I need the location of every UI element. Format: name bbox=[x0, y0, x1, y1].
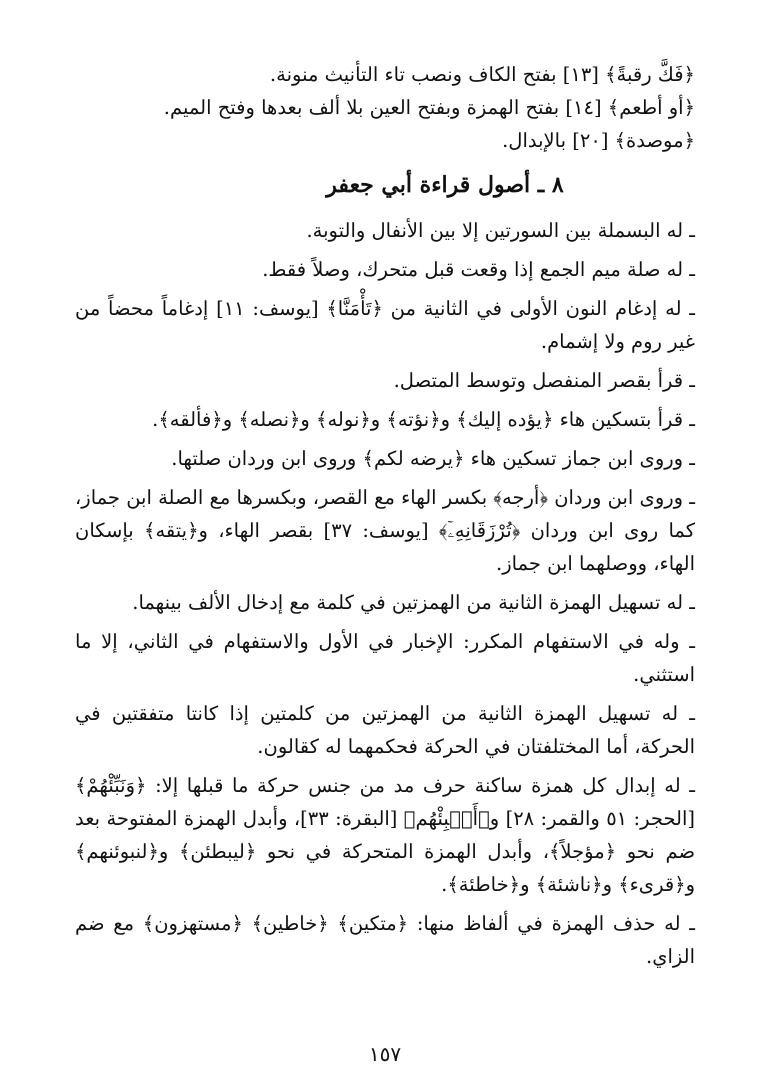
section-heading: ٨ ـ أصول قراءة أبي جعفر bbox=[326, 172, 564, 198]
rule-tasheel-kalima: ـ له تسهيل الهمزة الثانية من الهمزتين في كلمة مع إدخال الألف بينهما. bbox=[132, 591, 695, 614]
page-body bbox=[75, 58, 695, 979]
rule-tasheel-kalimatayn: ـ له تسهيل الهمزة الثانية من الهمزتين من كلمتين إذا كانتا متفقتين في الحركة، أما المختلفتان في الحركة فحكمهما له كقالون. bbox=[75, 702, 695, 758]
rule-arjih: ـ وروى ابن وردان ﴿أرجه﴾ بكسر الهاء مع القصر، وبكسرها مع الصلة ابن جماز، كما روى ابن وردان ﴿تُرْزَقَانِهِۦٓ﴾ [يوسف: ٣٧] بقصر الهاء، و﴿يتقه﴾ بإسكان الهاء، ووصلهما ابن جماز. bbox=[75, 486, 695, 575]
rule-yardahu: ـ وروى ابن جماز تسكين هاء ﴿يرضه لكم﴾ وروى ابن وردان صلتها. bbox=[171, 447, 695, 470]
rule-istifham: ـ وله في الاستفهام المكرر: الإخبار في الأول والاستفهام في الثاني، إلا ما استثني. bbox=[75, 630, 695, 686]
rule-ibdal: ـ له إبدال كل همزة ساكنة حرف مد من جنس حركة ما قبلها إلا: ﴿وَنَبِّئْهُمْ﴾ [الحجر: ٥١ والقمر: ٢٨] و﴿أَنۢبِئْهُم﴾ [البقرة: ٣٣]، وأبدل الهمزة المفتوحة بعد ضم نحو ﴿مؤجلاً﴾، وأبدل الهمزة المتحركة في نحو ﴿ليبطئن﴾ و﴿لنبوئنهم﴾ و﴿قرىء﴾ و﴿ناشئة﴾ و﴿خاطئة﴾. bbox=[75, 774, 696, 896]
line-fakk-raqaba: ﴿فَكَّ رقبةً﴾ [١٣] بفتح الكاف ونصب تاء التأنيث منونة. bbox=[269, 63, 695, 86]
line-musada: ﴿موصدة﴾ [٢٠] بالإبدال. bbox=[502, 129, 695, 152]
line-aw-atam: ﴿أو أطعم﴾ [١٤] بفتح الهمزة وبفتح العين بلا ألف بعدها وفتح الميم. bbox=[163, 96, 695, 119]
rule-meem-aljam: ـ له صلة ميم الجمع إذا وقعت قبل متحرك، وصلاً فقط. bbox=[262, 258, 695, 281]
rule-madd: ـ قرأ بقصر المنفصل وتوسط المتصل. bbox=[393, 369, 695, 392]
rule-basmala: ـ له البسملة بين السورتين إلا بين الأنفال والتوبة. bbox=[306, 219, 695, 242]
rule-hadhf-hamza: ـ له حذف الهمزة في ألفاظ منها: ﴿متكين﴾ ﴿خاطين﴾ ﴿مستهزون﴾ مع ضم الزاي. bbox=[75, 912, 695, 968]
page-number: ١٥٧ bbox=[368, 1042, 402, 1066]
rule-taskeen-haa: ـ قرأ بتسكين هاء ﴿يؤده إليك﴾ و﴿نؤته﴾ و﴿نوله﴾ و﴿نصله﴾ و﴿فألقه﴾. bbox=[152, 408, 695, 431]
rule-idgham-tamanna: ـ له إدغام النون الأولى في الثانية من ﴿تَأْمَنَّا﴾ [يوسف: ١١] إدغاماً محضاً من غير روم ولا إشمام. bbox=[75, 297, 695, 353]
